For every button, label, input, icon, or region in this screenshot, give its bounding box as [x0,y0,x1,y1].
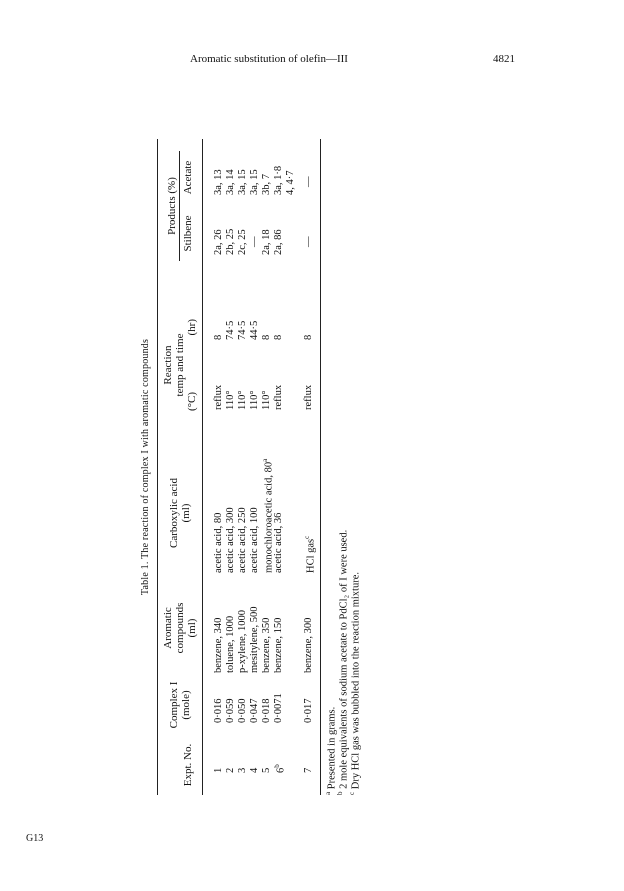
rotated-table-block [140,139,362,795]
cell-expt-no: 1 [213,767,224,773]
cell-acetate: 3a, 1·8 [273,165,284,195]
cell-complex-mole: 0·017 [303,698,314,723]
header-aromatic [162,583,198,673]
cell-carboxylic-acid: acetic acid, 250 [237,507,248,573]
cell-reaction-temp: reflux [273,384,284,410]
cell-stilbene: 2a, 86 [273,229,284,255]
header-products-rule [179,151,180,261]
header-reaction-line1: Reaction [162,345,174,385]
header-reaction [162,315,198,415]
cell-carboxylic-acid-text: HCl gas [305,538,317,573]
header-carboxylic-line1: Carboxylic acid [168,478,180,548]
cell-carboxylic-acid: acetic acid, 80 [213,512,224,573]
footnote-c [348,572,362,795]
cell-aromatic: benzene, 300 [303,617,314,673]
cell-aromatic: p-xylene, 1000 [237,610,248,673]
cell-stilbene: — [303,236,314,247]
cell-expt-no: 2 [225,767,236,773]
footnote-mark-c: c [303,535,311,539]
footnote-b-mark: b [336,791,344,795]
header-acetate: Acetate [182,160,194,195]
cell-complex-mole: 0·059 [225,698,236,723]
cell-expt-no-text: 6 [275,767,287,773]
header-aromatic-line2: compounds [174,602,186,654]
cell-acetate: 3a, 13 [213,169,224,195]
footnote-a-text: Presented in grams. [326,706,338,790]
cell-expt-no: 7 [303,767,314,773]
cell-complex-mole: 0·016 [213,698,224,723]
cell-expt-no [273,764,287,773]
cell-aromatic: benzene, 150 [273,617,284,673]
cell-reaction-time: 74·5 [237,320,248,340]
cell-reaction-time: 8 [303,334,314,340]
header-complex-line1: Complex I [168,681,180,729]
cell-stilbene: — [249,236,260,247]
header-reaction-temp-unit: (°C) [186,391,198,411]
cell-acetate: 3a, 15 [249,169,260,195]
footnote-c-mark: c [348,791,356,795]
cell-carboxylic-acid: acetic acid, 300 [225,507,236,573]
cell-stilbene: 2b, 25 [225,228,236,255]
cell-acetate: — [303,176,314,187]
cell-complex-mole: 0·047 [249,698,260,723]
header-expt-no: Expt. No. [182,743,194,787]
cell-complex-mole: 0·0071 [273,693,284,723]
cell-reaction-temp: reflux [213,384,224,410]
footnote-mark-a: a [261,458,269,462]
footnote-c-text: Dry HCl gas was bubbled into the reaction mixture. [350,572,362,790]
header-reaction-line2: temp and time [174,333,186,397]
footnote-a-mark: a [324,791,332,795]
cell-stilbene: 2a, 18 [261,229,272,255]
cell-reaction-temp: reflux [303,384,314,410]
running-header-title: Aromatic substitution of olefin—III [190,53,348,65]
header-aromatic-line3: (ml) [186,618,198,638]
cell-reaction-temp: 110° [225,390,236,410]
page-number: 4821 [493,53,515,65]
cell-aromatic: benzene, 350 [261,617,272,673]
cell-carboxylic-acid: acetic acid, 36 [273,512,284,573]
cell-complex-mole: 0·050 [237,698,248,723]
cell-expt-no: 5 [261,767,272,773]
cell-aromatic: toluene, 1000 [225,615,236,673]
header-stilbene: Stilbene [182,215,194,252]
header-carboxylic [168,453,192,573]
header-products: Products (%) [166,177,178,235]
header-reaction-line3 [186,315,198,415]
cell-reaction-time: 8 [213,334,224,340]
cell-reaction-temp: 110° [261,390,272,410]
footnote-mark-b: b [273,764,281,768]
cell-acetate: 3a, 15 [237,169,248,195]
cell-carboxylic-acid-text: monochloroacetic acid, 80 [263,461,275,573]
header-carboxylic-line2: (ml) [180,503,192,523]
cell-reaction-time: 8 [273,334,284,340]
cell-complex-mole: 0·018 [261,698,272,723]
header-complex-line2: (mole) [180,690,192,720]
cell-acetate: 3a, 14 [225,169,236,195]
cell-reaction-time: 44·5 [249,320,260,340]
cell-stilbene: 2a, 26 [213,229,224,255]
cell-carboxylic-acid [303,536,317,573]
footnote-b-text: 2 mole equivalents of sodium acetate to PdCl₂ of I were used. [338,529,350,789]
table-top-rule [157,139,158,795]
table-header-rule [202,139,203,795]
cell-reaction-time: 74·5 [225,320,236,340]
cell-expt-no: 4 [249,767,260,773]
header-aromatic-line1: Aromatic [162,607,174,649]
footer-code: G13 [26,833,44,844]
header-complex [168,675,192,735]
cell-carboxylic-acid: acetic acid, 100 [249,507,260,573]
cell-aromatic: benzene, 340 [213,617,224,673]
cell-reaction-time: 8 [261,334,272,340]
cell-stilbene: 2c, 25 [237,229,248,255]
table-caption: Table 1. The reaction of complex I with aromatic compounds [140,338,151,596]
cell-expt-no: 3 [237,767,248,773]
cell-aromatic: mesitylene, 500 [249,606,260,673]
cell-acetate: 3b, 7 [261,174,272,195]
cell-reaction-temp: 110° [237,390,248,410]
table-bottom-rule [320,139,321,795]
header-reaction-time-unit: (hr) [186,319,198,336]
cell-reaction-temp: 110° [249,390,260,410]
cell-acetate: 4, 4·7 [285,170,296,195]
